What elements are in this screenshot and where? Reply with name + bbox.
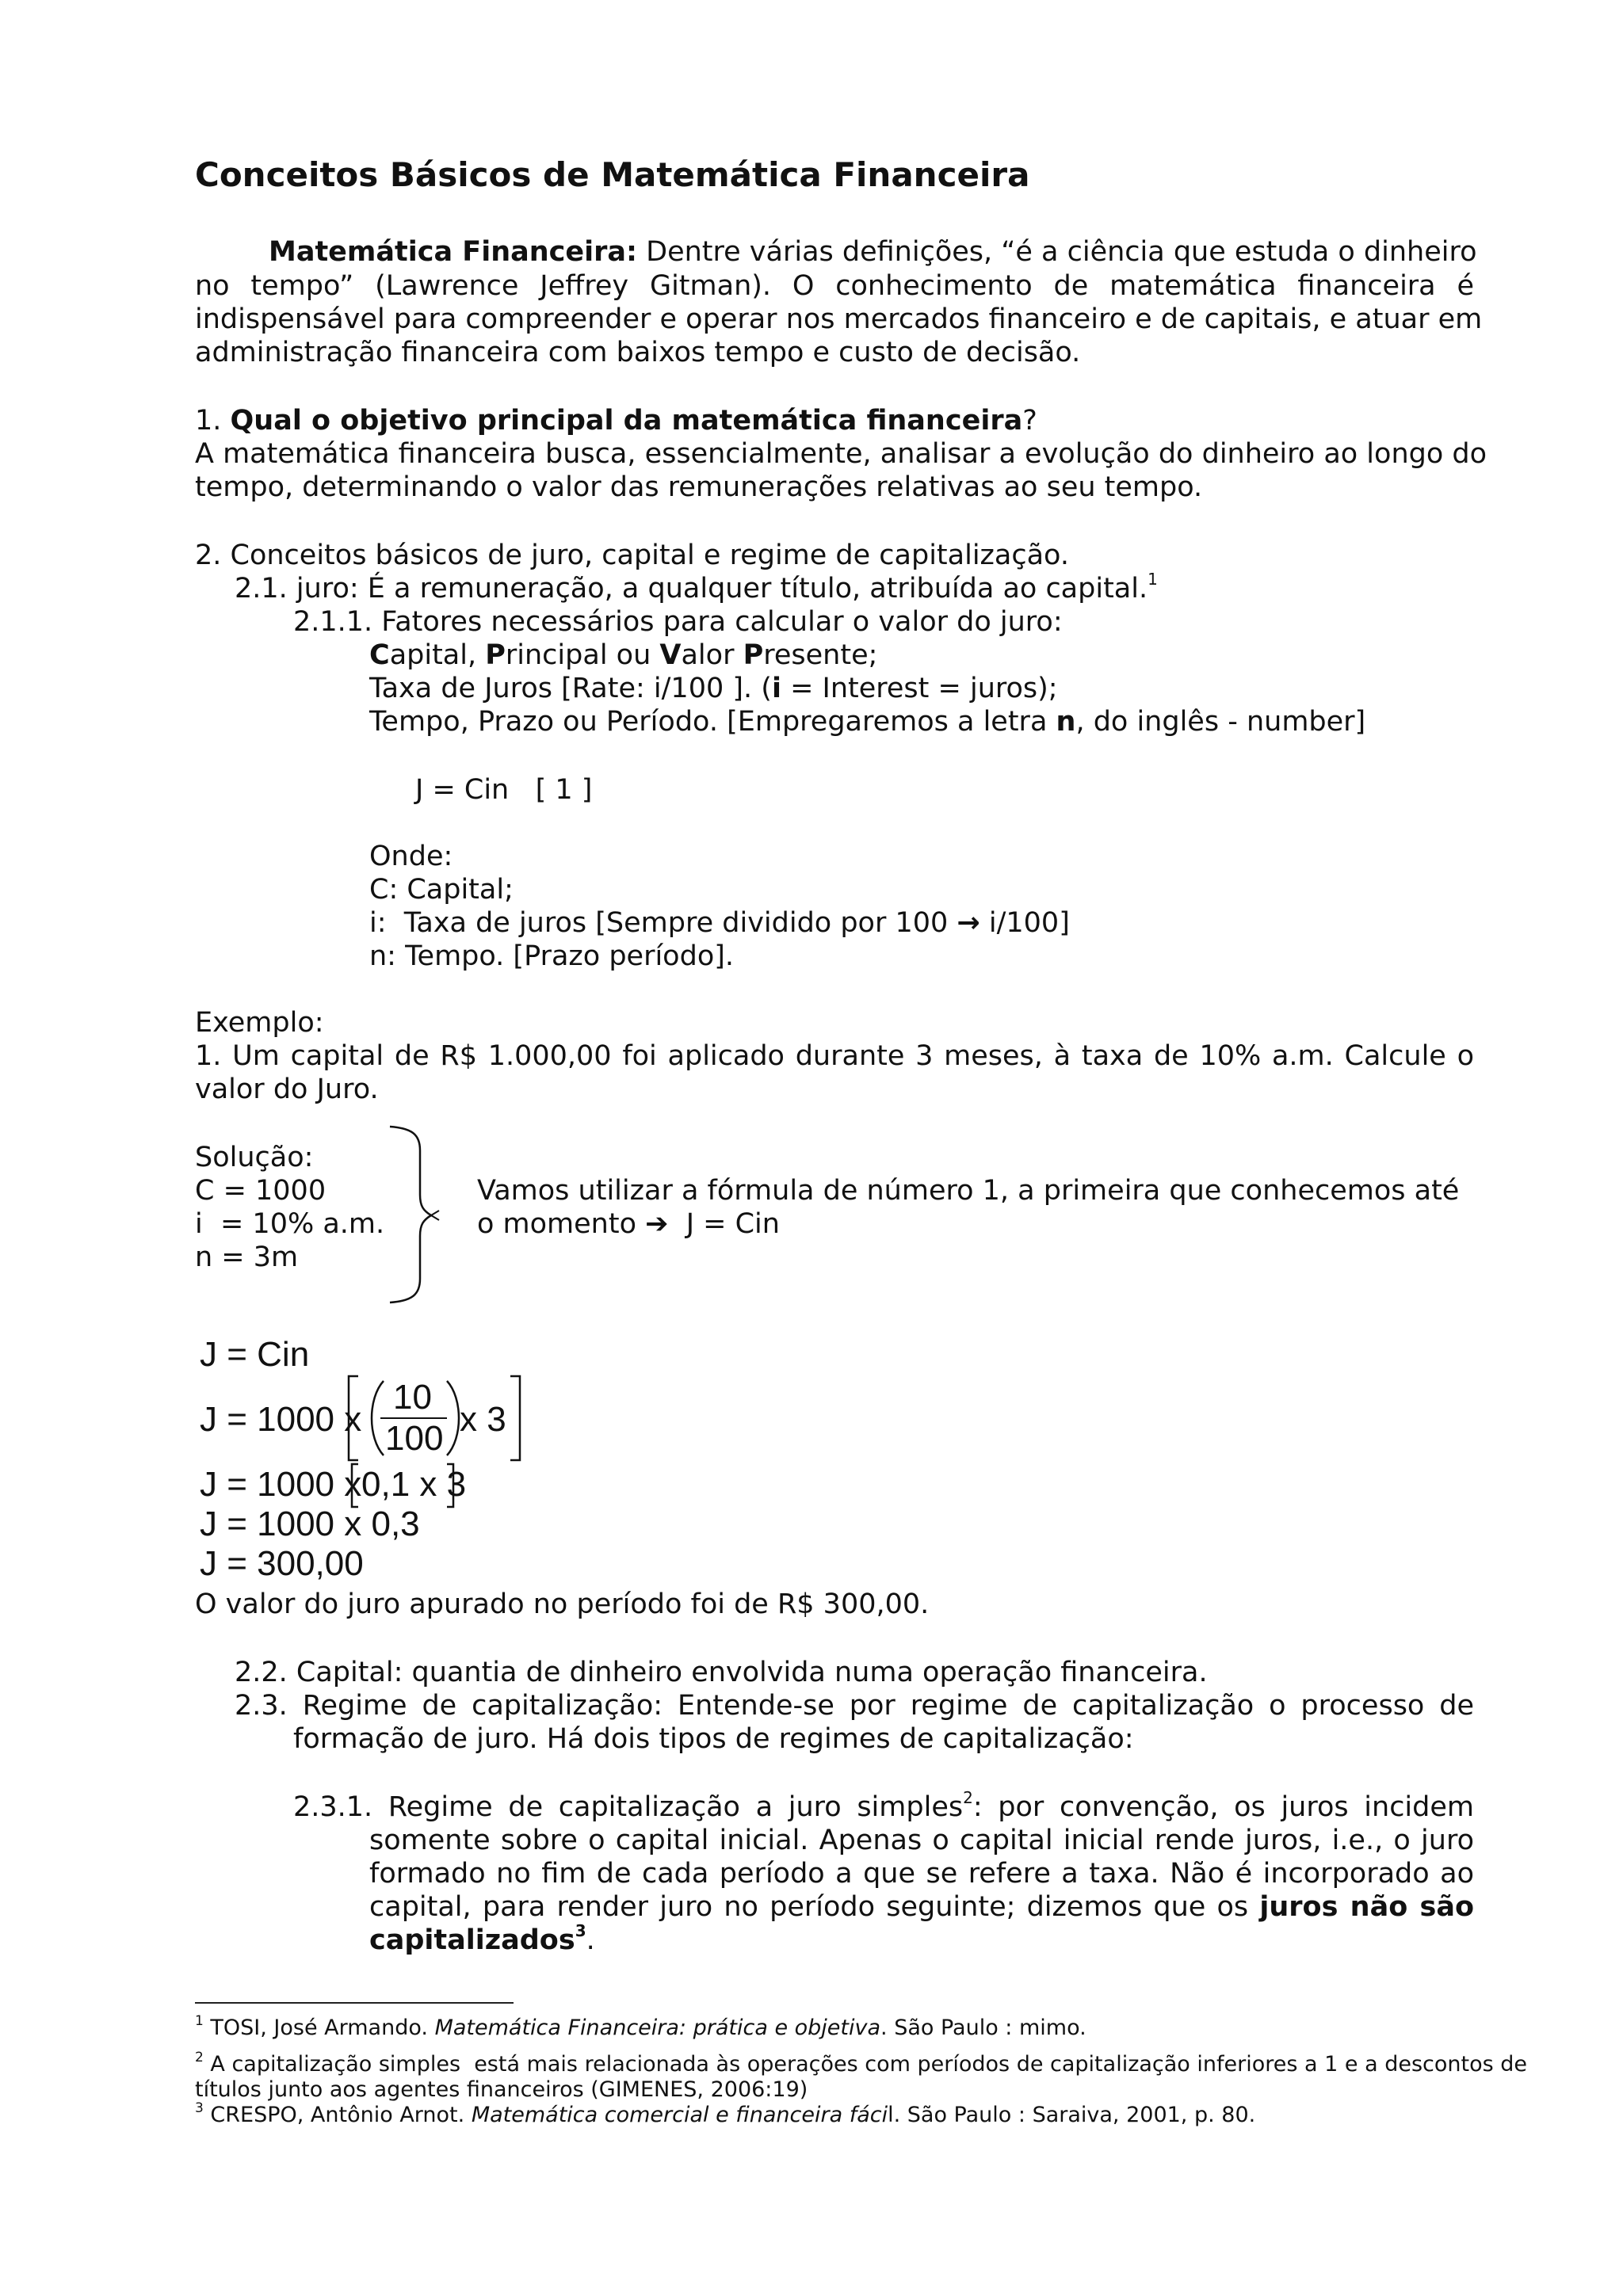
question-1-mark: ? (1022, 405, 1037, 437)
solucao-i: i = 10% a.m. (195, 1208, 385, 1240)
section-2-3-line-1: 2.3. Regime de capitalização: Entende-se por regime de capitalização o processo de (235, 1690, 1474, 1722)
factor-principal-text: rincipal ou (505, 639, 660, 671)
exemplo-line-1: 1. Um capital de R$ 1.000,00 foi aplicado durante 3 meses, à taxa de 10% a.m. Calcule o (195, 1040, 1474, 1072)
calc-line-1: J = Cin (200, 1335, 310, 1374)
answer-1-line-1: A matemática financeira busca, essencialmente, analisar a evolução do dinheiro ao longo do (195, 438, 1487, 470)
footnote-2-line-2: títulos junto aos agentes financeiros (GIMENES, 2006:19) (195, 2077, 808, 2102)
solucao-note-pre: o momento (477, 1208, 646, 1240)
question-1 (195, 404, 1037, 437)
footnote-2-text: A capitalização simples está mais relacionada às operações com períodos de capitalização inferiores a 1 e a descontos de (203, 2052, 1528, 2077)
section-2-3-1-line-4-pre: capital, para render juro no período seguinte; dizemos que os (369, 1891, 1260, 1923)
def-tempo: n: Tempo. [Prazo período]. (369, 940, 735, 972)
fraction-numerator: 10 (393, 1378, 432, 1417)
footnote-ref-3: 3 (575, 1921, 586, 1940)
def-taxa-end: i/100] (980, 907, 1070, 939)
section-2-3-1-line-5 (369, 1921, 595, 1957)
footnote-2-line-1 (195, 2052, 1527, 2077)
formula-1: J = Cin [ 1 ] (415, 774, 593, 806)
bold-arrow-right-icon: ➔ (645, 1208, 669, 1240)
section-2-1 (235, 572, 1158, 605)
section-2-3-1-pre: 2.3.1. Regime de capitalização a juro simples (293, 1791, 964, 1823)
section-2-3-1-post: : por convenção, os juros incidem (972, 1791, 1474, 1823)
section-2-2: 2.2. Capital: quantia de dinheiro envolvida numa operação financeira. (235, 1657, 1208, 1688)
letter-i: i (771, 673, 781, 704)
calc-result: O valor do juro apurado no período foi de R$ 300,00. (195, 1589, 930, 1620)
intro-line-1-text: Dentre várias definições, “é a ciência que estuda o dinheiro (637, 236, 1477, 268)
exemplo-line-2: valor do Juro. (195, 1074, 379, 1105)
capitalizados-bold: capitalizados (369, 1924, 575, 1956)
footnote-separator (195, 2002, 514, 2004)
solucao-note-line-1: Vamos utilizar a fórmula de número 1, a primeira que conhecemos até (477, 1175, 1460, 1207)
calc-line-3-inner: 0,1 x 3 (361, 1465, 467, 1504)
factor-tempo (369, 705, 1365, 738)
def-capital: C: Capital; (369, 874, 514, 906)
solucao-n: n = 3m (195, 1241, 299, 1273)
intro-line-4: administração financeira com baixos tempo e custo de decisão. (195, 337, 1081, 368)
calc-line-4: J = 1000 x 0,3 (200, 1505, 420, 1543)
factor-taxa-pre: Taxa de Juros [Rate: i/100 ]. ( (369, 673, 772, 704)
section-2-3-1-line-4 (369, 1890, 1474, 1924)
footnote-3-num: 3 (195, 2100, 204, 2116)
footnote-3-title: Matemática comercial e financeira fáci (471, 2103, 888, 2127)
section-2-1-text: 2.1. juro: É a remuneração, a qualquer título, atribuída ao capital. (235, 573, 1148, 605)
letter-n: n (1056, 706, 1076, 738)
fraction-denominator: 100 (385, 1419, 444, 1458)
footnote-3-post: l. São Paulo : Saraiva, 2001, p. 80. (888, 2103, 1256, 2127)
arrow-right-icon: → (957, 907, 980, 939)
solucao-c: C = 1000 (195, 1175, 327, 1207)
footnote-1-title: Matemática Financeira: prática e objetiva (434, 2016, 881, 2040)
calc-line-2-pre: J = 1000 x (200, 1400, 362, 1439)
factor-tempo-pre: Tempo, Prazo ou Período. [Empregaremos a letra (369, 706, 1056, 738)
letter-p: P (485, 639, 506, 671)
footnote-1 (195, 2013, 1086, 2041)
factor-capital-text: apital, (389, 639, 486, 671)
factor-taxa (369, 672, 1058, 705)
intro-line-3: indispensável para compreender e operar nos mercados financeiro e de capitais, e atuar em (195, 303, 1483, 335)
section-2-heading: 2. Conceitos básicos de juro, capital e regime de capitalização. (195, 540, 1069, 571)
letter-p2: P (743, 639, 764, 671)
intro-line-2: no tempo” (Lawrence Jeffrey Gitman). O conhecimento de matemática financeira é (195, 270, 1474, 302)
factor-taxa-post: = Interest = juros); (781, 673, 1058, 704)
footnote-3 (195, 2100, 1256, 2128)
period: . (586, 1924, 595, 1956)
footnote-1-post: . São Paulo : mimo. (880, 2016, 1086, 2040)
footnote-3-pre: CRESPO, Antônio Arnot. (203, 2103, 472, 2127)
footnote-ref-1: 1 (1148, 570, 1158, 589)
calc-line-2-post: x 3 (460, 1400, 506, 1439)
section-2-3-1-line-4-bold: juros não são (1259, 1891, 1475, 1923)
factor-valor-text: alor (681, 639, 743, 671)
section-2-3-1-line-1 (293, 1788, 1474, 1824)
curly-brace-icon (388, 1123, 452, 1306)
section-2-3-1-line-2: somente sobre o capital inicial. Apenas o capital inicial rende juros, i.e., o juro (369, 1825, 1474, 1856)
footnote-ref-2: 2 (963, 1788, 973, 1807)
onde-label: Onde: (369, 841, 453, 872)
section-2-3-1-line-3: formado no fim de cada período a que se refere a taxa. Não é incorporado ao (369, 1858, 1474, 1890)
letter-c: C (369, 639, 390, 671)
footnote-1-num: 1 (195, 2013, 204, 2029)
question-1-text: Qual o objetivo principal da matemática financeira (230, 405, 1023, 437)
page-title: Conceitos Básicos de Matemática Financeira (195, 155, 1030, 194)
exemplo-label: Exemplo: (195, 1007, 324, 1039)
footnote-1-pre: TOSI, José Armando. (203, 2016, 435, 2040)
calc-line-5: J = 300,00 (200, 1544, 364, 1583)
solucao-label: Solução: (195, 1142, 314, 1173)
section-2-3-line-2: formação de juro. Há dois tipos de regimes de capitalização: (293, 1723, 1134, 1755)
intro-term: Matemática Financeira: (269, 236, 637, 268)
factor-capital (369, 639, 877, 672)
question-1-number: 1. (195, 405, 231, 437)
footnote-2-num: 2 (195, 2050, 204, 2065)
def-taxa (369, 906, 1070, 940)
factor-presente-text: resente; (763, 639, 878, 671)
answer-1-line-2: tempo, determinando o valor das remunerações relativas ao seu tempo. (195, 471, 1203, 503)
solucao-note-line-2 (477, 1207, 780, 1241)
solucao-note-post: J = Cin (668, 1208, 780, 1240)
intro-line-1 (195, 235, 1477, 269)
def-taxa-text: i: Taxa de juros [Sempre dividido por 100 (369, 907, 957, 939)
calc-line-3-pre: J = 1000 x (200, 1465, 362, 1504)
section-2-1-1: 2.1.1. Fatores necessários para calcular o valor do juro: (293, 606, 1063, 638)
letter-v: V (659, 639, 682, 671)
factor-tempo-post: , do inglês - number] (1075, 706, 1366, 738)
